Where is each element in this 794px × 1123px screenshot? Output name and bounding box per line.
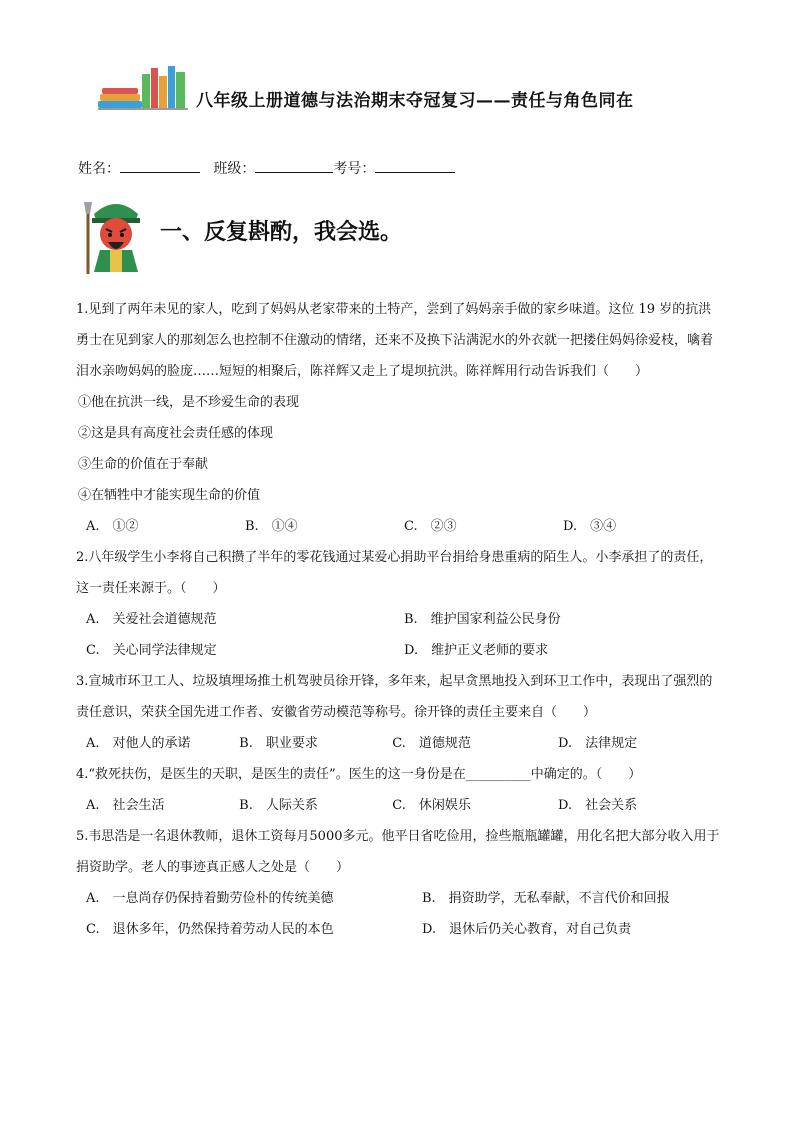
option-c[interactable]: C. 关心同学法律规定 xyxy=(86,643,217,658)
question-1-stem: 1.见到了两年未见的家人，吃到了妈妈从老家带来的土特产，尝到了妈妈亲手做的家乡味道。这位 19 岁的抗洪勇士在见到家人的那刻怎么也控制不住激动的情绪，还来不及换下沾满泥水的外衣就一把搂住妈妈徐爱枝，噙着泪水亲吻妈妈的脸庞……短短的相聚后，陈祥辉又走上了堤坝抗洪。陈祥辉用行动告诉我们（ ） xyxy=(76,302,714,379)
question-1-options xyxy=(76,511,722,542)
option-a[interactable]: A. 一息尚存仍保持着勤劳俭朴的传统美德 xyxy=(86,891,334,906)
mascot-icon xyxy=(80,196,152,276)
question-1-item: ③生命的价值在于奉献 xyxy=(78,457,209,472)
option-d[interactable]: D. 社会关系 xyxy=(558,798,638,813)
option-c[interactable]: C. 退休多年，仍然保持着劳动人民的本色 xyxy=(86,922,334,937)
question-1-item: ①他在抗洪一线，是不珍爱生命的表现 xyxy=(78,395,300,410)
name-label: 姓名： xyxy=(78,161,120,177)
option-b[interactable]: B. 人际关系 xyxy=(239,798,318,813)
option-b[interactable]: B. 捐资助学，无私奉献，不言代价和回报 xyxy=(422,891,670,906)
question-5-options-row1 xyxy=(76,883,722,914)
exam-no-blank[interactable] xyxy=(375,158,455,173)
question-4-options xyxy=(76,790,722,821)
option-c[interactable]: C. 道德规范 xyxy=(392,736,471,751)
option-a[interactable]: A. 对他人的承诺 xyxy=(86,736,191,751)
question-1-item: ④在牺牲中才能实现生命的价值 xyxy=(78,488,261,503)
question-3-options xyxy=(76,728,722,759)
option-a[interactable]: A. 关爱社会道德规范 xyxy=(86,612,217,627)
exam-no-label: 考号： xyxy=(333,161,376,177)
books-icon xyxy=(98,64,188,110)
page-title: 八年级上册道德与法治期末夺冠复习——责任与角色同在 xyxy=(196,91,634,111)
option-d[interactable]: D. 退休后仍关心教育，对自己负责 xyxy=(422,922,632,937)
question-2-options-row2 xyxy=(76,635,722,666)
option-b[interactable]: B. 维护国家利益公民身份 xyxy=(404,612,561,627)
option-b[interactable]: B. 职业要求 xyxy=(239,736,318,751)
student-info xyxy=(78,158,455,178)
question-4-stem: 4.“救死扶伤，是医生的天职，是医生的责任”。医生的这一身份是在__________中确定的。（ ） xyxy=(76,767,642,782)
question-2-options-row1 xyxy=(76,604,722,635)
option-d[interactable]: D. ③④ xyxy=(563,519,617,534)
question-5-options-row2 xyxy=(76,914,722,945)
option-c[interactable]: C. 休闲娱乐 xyxy=(392,798,471,813)
option-d[interactable]: D. 维护正义老师的要求 xyxy=(404,643,549,658)
option-b[interactable]: B. ①④ xyxy=(245,519,298,534)
question-3-stem: 3.宣城市环卫工人、垃圾填埋场推土机驾驶员徐开锋，多年来，起早贪黑地投入到环卫工作中，表现出了强烈的责任意识，荣获全国先进工作者、安徽省劳动模范等称号。徐开锋的责任主要来自（ ） xyxy=(76,674,713,720)
question-2-stem: 2.八年级学生小李将自己积攒了半年的零花钱通过某爱心捐助平台捐给身患重病的陌生人。小李承担了的责任，这一责任来源于。（ ） xyxy=(76,550,713,596)
question-1-item: ②这是具有高度社会责任感的体现 xyxy=(78,426,274,441)
section-title: 一、反复斟酌，我会选。 xyxy=(160,220,403,245)
option-d[interactable]: D. 法律规定 xyxy=(558,736,638,751)
name-blank[interactable] xyxy=(120,158,200,173)
option-c[interactable]: C. ②③ xyxy=(404,519,457,534)
class-label: 班级： xyxy=(213,161,256,177)
option-a[interactable]: A. ①② xyxy=(86,519,139,534)
class-blank[interactable] xyxy=(255,158,333,173)
option-a[interactable]: A. 社会生活 xyxy=(86,798,165,813)
question-5-stem: 5.韦思浩是一名退休教师，退休工资每月5000多元。他平日省吃俭用，捡些瓶瓶罐罐，用化名把大部分收入用于捐资助学。老人的事迹真正感人之处是（ ） xyxy=(76,829,720,875)
question-list xyxy=(76,294,722,945)
